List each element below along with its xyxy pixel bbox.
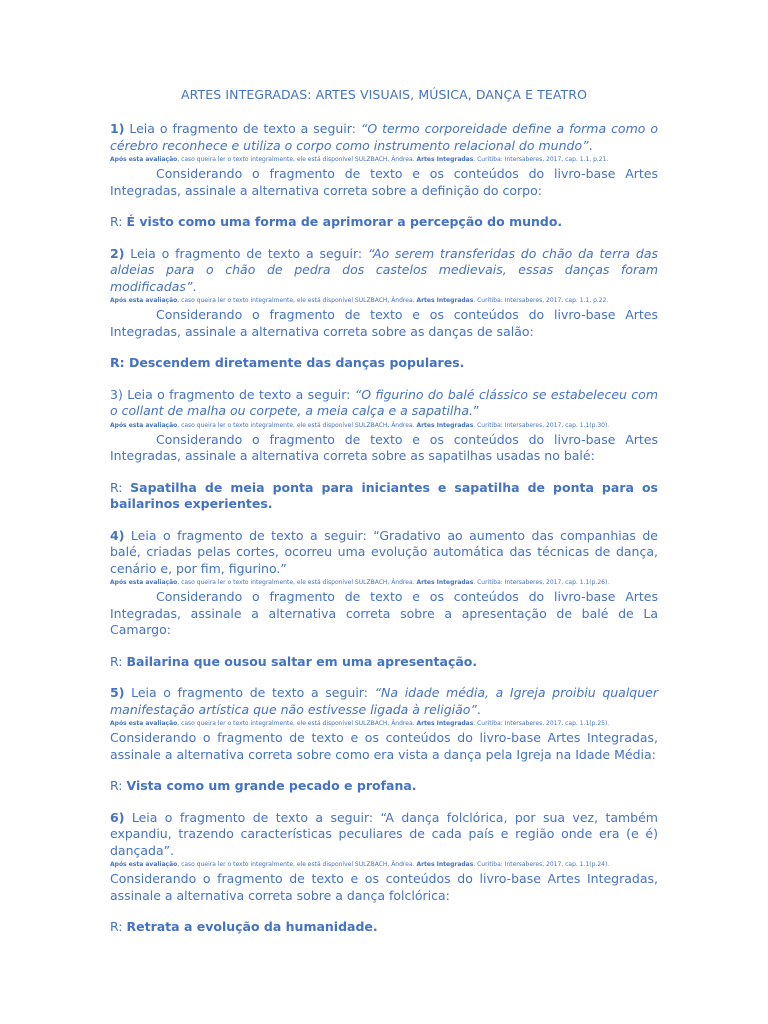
question-lead: Leia o fragmento de texto a seguir: xyxy=(130,527,374,543)
question-trail: . xyxy=(170,842,175,858)
citation: Após esta avaliação, caso queira ler o texto integralmente, ele está disponível SULZBACH, Ândrea. Artes Integradas. Curitiba: Intersaberes, 2017, cap. 1.1(p.25). xyxy=(110,720,610,727)
citation: Após esta avaliação, caso queira ler o texto integralmente, ele está disponível SULZBACH, Ândrea. Artes Integradas. Curitiba: Intersaberes, 2017, cap. 1.1, p.21. xyxy=(110,156,609,163)
question-trail: . xyxy=(588,137,593,153)
question-block-6 xyxy=(110,810,658,936)
answer: R: Retrata a evolução da humanidade. xyxy=(110,919,378,934)
question-lead: Leia o fragmento de texto a seguir: xyxy=(129,121,361,136)
question-block-5 xyxy=(110,685,658,795)
document-title: ARTES INTEGRADAS: ARTES VISUAIS, MÚSICA, DANÇA E TEATRO xyxy=(180,87,588,102)
question-quote: “O termo corporeidade define a forma como o cérebro reconhece e utiliza o corpo como instrumento relacional do mundo” xyxy=(110,121,658,153)
question-text xyxy=(110,685,658,718)
question-quote: “Gradativo ao aumento das companhias de balé, criadas pelas cortes, ocorreu uma evolução automática das técnicas de dança, cenário e, por fim, figurino.” xyxy=(110,527,659,576)
question-text xyxy=(110,528,658,578)
question-instruction: Considerando o fragmento de texto e os conteúdos do livro-base Artes Integradas, assinale a alternativa correta sobre a definição do corpo: xyxy=(110,166,658,198)
question-block-3 xyxy=(110,387,658,513)
question-text xyxy=(110,246,658,296)
question-number: 5) xyxy=(110,685,125,700)
answer: R: Descendem diretamente das danças populares. xyxy=(110,355,465,370)
question-quote: “Ao serem transferidas do chão da terra das aldeias para o chão de pedra dos castelos medievais, essas danças foram modificadas” xyxy=(110,245,658,294)
question-trail: ” xyxy=(472,403,480,418)
answer-text: Descendem diretamente das danças populares. xyxy=(128,355,465,370)
question-lead: Leia o fragmento de texto a seguir: xyxy=(131,809,381,825)
question-number: 1) xyxy=(110,121,125,136)
answer: R: Sapatilha de meia ponta para iniciantes e sapatilha de ponta para os bailarinos experientes. xyxy=(110,479,658,511)
answer-text: Bailarina que ousou saltar em uma apresentação. xyxy=(126,653,478,669)
question-text xyxy=(110,387,658,420)
question-trail: . xyxy=(476,701,481,717)
answer: R: Bailarina que ousou saltar em uma apresentação. xyxy=(110,653,478,669)
question-text xyxy=(110,810,658,860)
question-number: 4) xyxy=(110,527,125,543)
answer-text: Vista como um grande pecado e profana. xyxy=(126,778,417,793)
answer: R: É visto como uma forma de aprimorar a percepção do mundo. xyxy=(110,214,563,229)
answer-text: É visto como uma forma de aprimorar a percepção do mundo. xyxy=(126,214,563,229)
question-block-1 xyxy=(110,121,658,231)
question-number: 3) xyxy=(110,386,123,402)
question-instruction: Considerando o fragmento de texto e os conteúdos do livro-base Artes Integradas, assinale a alternativa correta sobre a dança folclórica: xyxy=(110,871,658,903)
citation: Após esta avaliação, caso queira ler o texto integralmente, ele está disponível SULZBACH, Ândrea. Artes Integradas. Curitiba: Intersaberes, 2017, cap. 1.1(p.24). xyxy=(110,861,610,868)
question-block-2 xyxy=(110,246,658,372)
question-instruction: Considerando o fragmento de texto e os conteúdos do livro-base Artes Integradas, assinale a alternativa correta sobre a apresentação de balé de La Camargo: xyxy=(110,589,658,637)
question-text xyxy=(110,121,658,154)
question-lead: Leia o fragmento de texto a seguir: xyxy=(130,245,368,261)
question-number: 6) xyxy=(110,809,125,825)
question-number: 2) xyxy=(110,245,125,261)
question-instruction: Considerando o fragmento de texto e os conteúdos do livro-base Artes Integradas, assinale a alternativa correta sobre as sapatilhas usadas no balé: xyxy=(110,431,658,463)
question-block-4 xyxy=(110,528,658,671)
question-instruction: Considerando o fragmento de texto e os conteúdos do livro-base Artes Integradas, assinale a alternativa correta sobre como era vista a dança pela Igreja na Idade Média: xyxy=(110,730,658,762)
question-quote: “O figurino do balé clássico se estabeleceu com o collant de malha ou corpete, a meia calça e a sapatilha. xyxy=(110,386,658,418)
question-lead: Leia o fragmento de texto a seguir: xyxy=(127,386,355,402)
question-lead: Leia o fragmento de texto a seguir: xyxy=(131,685,375,700)
question-instruction: Considerando o fragmento de texto e os conteúdos do livro-base Artes Integradas, assinale a alternativa correta sobre as danças de salão: xyxy=(110,307,658,339)
question-quote: “Na idade média, a Igreja proibiu qualquer manifestação artística que não estivesse ligada à religião” xyxy=(110,685,658,717)
answer-text: Sapatilha de meia ponta para iniciantes e sapatilha de ponta para os bailarinos experientes. xyxy=(110,479,658,511)
citation: Após esta avaliação, caso queira ler o texto integralmente, ele está disponível SULZBACH, Ândrea. Artes Integradas. Curitiba: Intersaberes, 2017, cap. 1.1(p.26). xyxy=(110,579,610,586)
question-trail: . xyxy=(192,278,197,294)
citation: Após esta avaliação, caso queira ler o texto integralmente, ele está disponível SULZBACH, Ândrea. Artes Integradas. Curitiba: Intersaberes, 2017, cap. 1.1(p.30). xyxy=(110,421,610,429)
citation: Após esta avaliação, caso queira ler o texto integralmente, ele está disponível SULZBACH, Ândrea. Artes Integradas. Curitiba: Intersaberes, 2017, cap. 1.1, p.22. xyxy=(110,297,609,304)
answer-text: Retrata a evolução da humanidade. xyxy=(126,919,378,934)
question-quote: “A dança folclórica, por sua vez, também expandiu, trazendo características peculiares de cada país e região onde era (e é) dançada” xyxy=(110,809,658,858)
answer: R: Vista como um grande pecado e profana. xyxy=(110,778,417,793)
